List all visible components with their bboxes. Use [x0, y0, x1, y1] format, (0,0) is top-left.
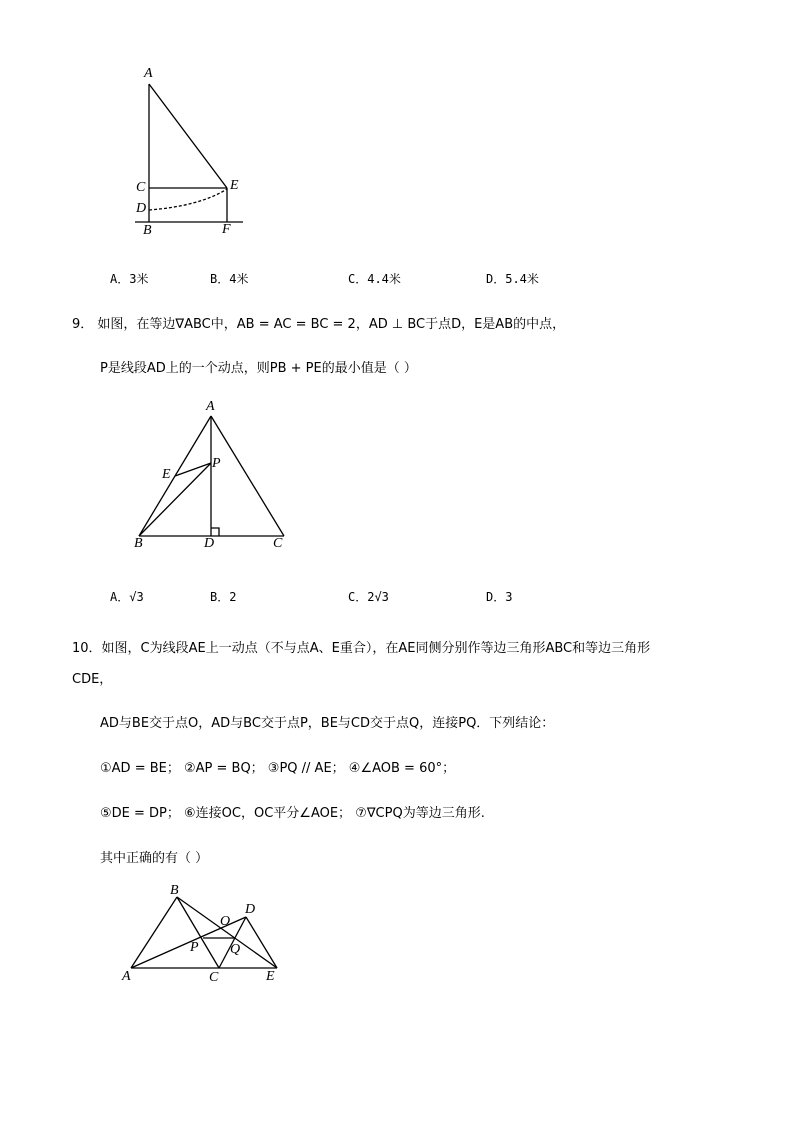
q9-line1: 9． 如图，在等边∇ABC中，AB = AC = BC = 2，AD ⊥ BC于点D，E是AB的中点， — [72, 317, 566, 332]
label-d-10: D — [245, 902, 256, 917]
label-a-10: A — [122, 969, 131, 984]
q10-line2: CDE， — [72, 672, 113, 687]
label-p-10: P — [190, 940, 199, 955]
label-o-10: O — [220, 914, 231, 929]
label-a: A — [144, 66, 153, 81]
q9-option-d: D．3 — [486, 590, 513, 604]
label-p-9: P — [212, 456, 221, 471]
q9-option-b: B．2 — [210, 590, 237, 604]
q10-line3: AD与BE交于点O，AD与BC交于点P，BE与CD交于点Q，连接PQ．下列结论： — [100, 716, 555, 731]
label-e-10: E — [266, 969, 275, 984]
segment-bc-10 — [177, 897, 219, 968]
label-d-9: D — [204, 536, 215, 551]
q8-option-c: C．4.4米 — [348, 272, 401, 286]
q10-line1: 10．如图，C为线段AE上一动点（不与点A、E重合），在AE同侧分别作等边三角形ABC和等边三角形 — [72, 641, 651, 656]
label-c: C — [136, 180, 146, 195]
q9-option-c: C．2√3 — [348, 590, 389, 604]
label-a-9: A — [206, 399, 215, 414]
label-q-10: Q — [230, 942, 241, 957]
q10-line4: ①AD = BE； ②AP = BQ； ③PQ // AE； ④∠AOB = 60°； — [100, 761, 456, 776]
q8-option-b: B．4米 — [210, 272, 249, 286]
label-b-10: B — [170, 883, 179, 898]
label-b: B — [143, 223, 152, 238]
segment-be-10 — [177, 897, 277, 968]
label-c-10: C — [209, 970, 219, 985]
label-e: E — [230, 178, 239, 193]
q10-line5: ⑤DE = DP； ⑥连接OC，OC平分∠AOE； ⑦∇CPQ为等边三角形. — [100, 806, 485, 821]
label-d: D — [136, 201, 147, 216]
label-b-9: B — [134, 536, 143, 551]
q8-option-a: A．3米 — [110, 272, 149, 286]
label-f: F — [222, 222, 231, 237]
q9-option-a: A．√3 — [110, 590, 144, 604]
q9-line2: P是线段AD上的一个动点，则PB + PE的最小值是（ ） — [100, 361, 417, 376]
segment-de-10 — [246, 917, 277, 968]
q8-option-d: D．5.4米 — [486, 272, 539, 286]
label-e-9: E — [162, 467, 171, 482]
q10-line6: 其中正确的有（ ） — [100, 851, 209, 866]
label-c-9: C — [273, 536, 283, 551]
